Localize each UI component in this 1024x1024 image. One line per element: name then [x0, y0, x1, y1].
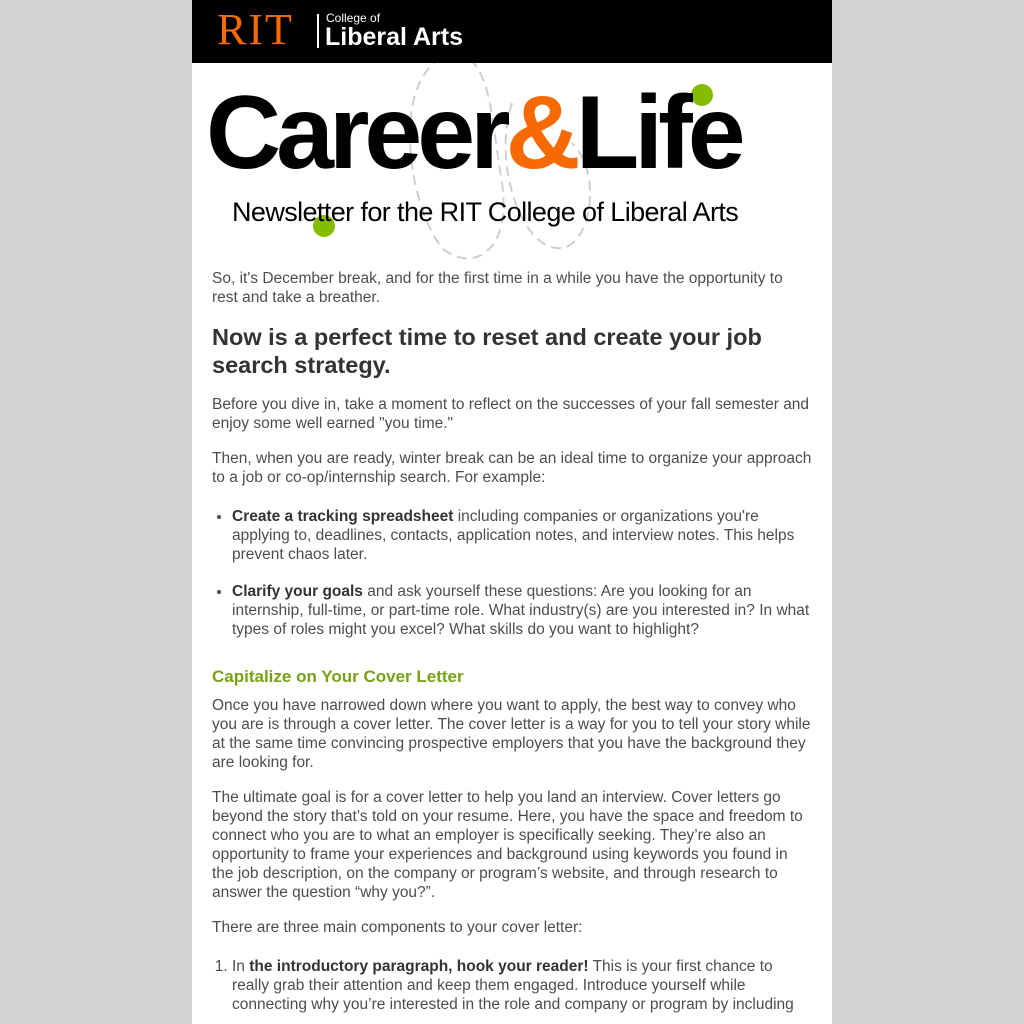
step-text: This is your first chance to really grab their attention and keep them engaged. Introduce yourself while connecting why you’re interested in the role and company or program by including [232, 958, 794, 1013]
word-career: Career [206, 75, 506, 191]
paragraph-ultimate-goal: The ultimate goal is for a cover letter to help you land an interview. Cover letters go beyond the story that’s told on your resume. Here, you have the space and freedom to connect who you are to what an employer is specifically seeking. They’re also an opportunity to frame your experiences and background using keywords you found in the job description, on the company or program’s website, and through research to answer the question “why you?”. [212, 789, 803, 901]
paragraph-components: There are three main components to your cover letter: [212, 919, 583, 936]
article-body [192, 261, 832, 1014]
word-life: Life [575, 75, 741, 191]
paragraph-reflect: Before you dive in, take a moment to reflect on the successes of your fall semester and enjoy some well earned "you time." [212, 396, 810, 432]
list-item [232, 582, 812, 639]
career-life-banner [192, 63, 832, 261]
logo-divider [317, 14, 319, 48]
header-bar [192, 0, 832, 63]
word-ampersand: & [505, 75, 576, 191]
newsletter-sheet [192, 0, 832, 1024]
components-list [212, 957, 812, 1014]
step-bold: the introductory paragraph, hook your reader! [249, 958, 589, 975]
college-of-label: College of [326, 11, 381, 25]
section-title: Capitalize on Your Cover Letter [212, 667, 464, 686]
tips-list [212, 507, 812, 639]
intro-paragraph: So, it's December break, and for the first time in a while you have the opportunity to rest and take a breather. [212, 270, 783, 306]
step-pre: In [232, 958, 250, 975]
tip-text: including companies or organizations you're applying to, deadlines, contacts, application notes, and interview notes. This helps prevent chaos later. [232, 508, 795, 563]
tip-bold: Clarify your goals [232, 583, 363, 600]
career-life-wordmark [206, 73, 741, 193]
newsletter-tagline: Newsletter for the RIT College of Liberal Arts [232, 197, 739, 227]
college-name: Liberal Arts [325, 23, 464, 51]
paragraph-winter-break: Then, when you are ready, winter break can be an ideal time to organize your approach to a job or co-op/internship search. For example: [212, 450, 812, 486]
rit-logo[interactable]: RIT [217, 5, 294, 54]
list-item [232, 957, 812, 1014]
paragraph-cover-letter: Once you have narrowed down where you want to apply, the best way to convey who you are is through a cover letter. The cover letter is a way for you to tell your story while at the same time convincing prospective employers that you have the background they are looking for. [212, 697, 811, 771]
list-item [232, 507, 812, 564]
tip-bold: Create a tracking spreadsheet [232, 508, 454, 525]
article-headline: Now is a perfect time to reset and create your job search strategy. [212, 324, 762, 378]
tip-text: and ask yourself these questions: Are you looking for an internship, full-time, or part-time role. What industry(s) are you interested in? In what types of roles might you excel? What skills do you want to highlight? [232, 583, 810, 638]
